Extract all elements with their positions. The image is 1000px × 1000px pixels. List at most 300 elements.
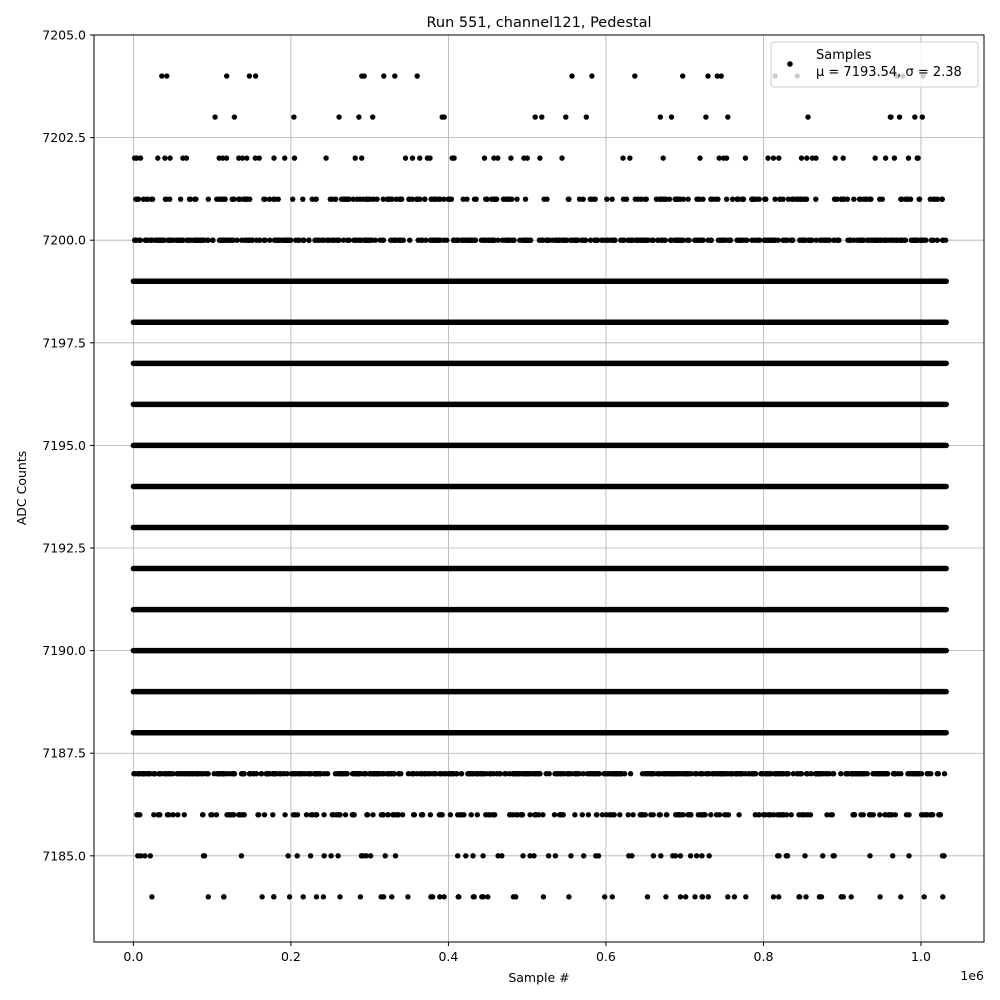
data-point [291,812,296,817]
data-point [347,238,352,243]
data-point [609,196,614,201]
data-point [149,196,154,201]
data-point [658,853,663,858]
data-point [708,238,713,243]
data-point [861,771,866,776]
data-point [270,812,275,817]
data-point [747,771,752,776]
data-point [780,238,785,243]
data-point [612,238,617,243]
data-point [391,771,396,776]
data-point [906,853,911,858]
data-point [906,155,911,160]
data-point [205,238,210,243]
data-point [626,853,631,858]
data-point [877,812,882,817]
data-point [697,155,702,160]
data-point [708,812,713,817]
x-tick-label: 0.0 [123,949,144,964]
data-point [385,812,390,817]
data-point [612,771,617,776]
data-point [563,114,568,119]
data-point [725,114,730,119]
data-point [776,853,781,858]
x-tick-label: 1.0 [911,949,931,964]
data-point [438,196,443,201]
data-point [800,238,805,243]
data-point [804,771,809,776]
data-point [240,155,245,160]
data-point [940,894,945,899]
data-point [773,238,778,243]
data-point [145,238,150,243]
data-point [566,894,571,899]
data-point [157,771,162,776]
data-point [381,894,386,899]
data-point [561,238,566,243]
data-point [703,114,708,119]
data-point [150,238,155,243]
data-point [852,812,857,817]
legend-entry-label: Samples [816,48,872,63]
data-point [336,812,341,817]
data-point [785,771,790,776]
data-point [459,812,464,817]
data-point [824,812,829,817]
data-point [858,812,863,817]
data-point [321,812,326,817]
data-point [601,771,606,776]
data-point [397,196,402,201]
data-point [663,894,668,899]
data-point [368,853,373,858]
data-point [943,238,948,243]
data-point [738,238,743,243]
data-point [518,812,523,817]
data-point [202,853,207,858]
data-point [217,196,222,201]
data-point [503,771,508,776]
data-point [586,812,591,817]
data-point [596,853,601,858]
data-point [849,894,854,899]
data-point [325,771,330,776]
data-point [678,196,683,201]
data-point [448,812,453,817]
data-point [692,894,697,899]
data-point [880,196,885,201]
data-point [440,812,445,817]
data-point [471,894,476,899]
data-point [804,196,809,201]
data-point [685,196,690,201]
data-point [239,853,244,858]
data-point [156,238,161,243]
data-point [935,238,940,243]
data-point [576,771,581,776]
data-point [314,894,319,899]
x-tick-label: 0.2 [280,949,301,964]
data-point [459,771,464,776]
data-point [511,894,516,899]
data-point [189,238,194,243]
data-point [724,155,729,160]
data-point [149,894,154,899]
data-point [255,812,260,817]
data-point [923,238,928,243]
data-point [159,73,164,78]
data-point [885,771,890,776]
data-point [597,771,602,776]
data-point [789,812,794,817]
data-point [537,238,542,243]
data-point [290,771,295,776]
data-point [655,771,660,776]
data-point [461,196,466,201]
data-point [330,196,335,201]
data-point [167,155,172,160]
data-point [291,114,296,119]
data-point [699,853,704,858]
data-point [178,196,183,201]
data-point [743,894,748,899]
data-point [275,238,280,243]
data-point [507,196,512,201]
data-point [688,853,693,858]
data-point [469,812,474,817]
data-point [217,155,222,160]
data-point [228,812,233,817]
data-point [920,114,925,119]
data-point [592,771,597,776]
data-point [705,73,710,78]
data-point [396,771,401,776]
data-point [824,238,829,243]
data-point [364,196,369,201]
data-point [343,812,348,817]
data-point [904,812,909,817]
data-point [236,196,241,201]
data-point [221,238,226,243]
data-point [800,812,805,817]
data-point [526,771,531,776]
data-point [626,812,631,817]
data-point [544,196,549,201]
level-7187 [131,771,947,776]
data-point [928,196,933,201]
data-point [594,238,599,243]
data-point [799,155,804,160]
data-point [430,894,435,899]
data-point [295,853,300,858]
data-point [282,812,287,817]
data-point [155,155,160,160]
data-point [396,812,401,817]
data-point [559,155,564,160]
data-point [216,771,221,776]
data-point [290,196,295,201]
data-point [322,853,327,858]
data-point [137,238,142,243]
data-point [162,771,167,776]
data-point [771,812,776,817]
data-point [705,771,710,776]
data-point [669,114,674,119]
data-point [259,894,264,899]
data-point [860,238,865,243]
data-point [301,894,306,899]
data-point [273,771,278,776]
data-point [360,853,365,858]
data-point [531,853,536,858]
data-point [938,812,943,817]
data-point [717,812,722,817]
data-point [710,771,715,776]
data-point [743,155,748,160]
data-point [694,196,699,201]
data-point [897,114,902,119]
data-point [617,812,622,817]
data-point [916,196,921,201]
data-point [358,894,363,899]
data-point [784,812,789,817]
data-point [941,853,946,858]
data-point [415,73,420,78]
data-point [729,771,734,776]
data-point [272,196,277,201]
data-point [553,853,558,858]
data-point [845,771,850,776]
data-point [864,196,869,201]
data-point [867,812,872,817]
data-point [604,238,609,243]
data-point [459,238,464,243]
data-point [257,155,262,160]
data-point [935,196,940,201]
data-point [410,771,415,776]
data-point [736,812,741,817]
data-point [883,155,888,160]
data-point [790,238,795,243]
data-point [767,238,772,243]
data-point [370,812,375,817]
data-point [488,238,493,243]
data-point [722,238,727,243]
chart-title: Run 551, channel121, Pedestal [426,15,652,31]
data-point [262,812,267,817]
data-point [568,853,573,858]
data-point [785,853,790,858]
data-point [600,812,605,817]
data-point [669,771,674,776]
data-point [799,196,804,201]
data-point [317,771,322,776]
data-point [627,155,632,160]
data-point [676,812,681,817]
data-point [882,812,887,817]
data-point [891,771,896,776]
data-point [351,238,356,243]
data-point [752,196,757,201]
data-point [180,155,185,160]
data-point [419,238,424,243]
data-point [251,771,256,776]
data-point [182,812,187,817]
data-point [420,812,425,817]
data-point [527,812,532,817]
data-point [919,771,924,776]
data-point [552,812,557,817]
data-point [388,238,393,243]
data-point [304,812,309,817]
data-point [484,771,489,776]
data-point [892,155,897,160]
data-point [726,238,731,243]
data-point [706,894,711,899]
data-point [813,155,818,160]
data-point [645,238,650,243]
data-point [361,238,366,243]
data-point [364,812,369,817]
data-point [221,894,226,899]
data-point [388,196,393,201]
data-point [328,853,333,858]
data-point [898,196,903,201]
data-point [164,73,169,78]
data-point [512,771,517,776]
data-point [786,196,791,201]
data-point [737,771,742,776]
data-point [231,196,236,201]
data-point [335,853,340,858]
data-point [753,812,758,817]
data-point [239,812,244,817]
y-tick-label: 7187.5 [42,745,86,761]
x-tick-label: 0.4 [438,949,459,964]
data-point [700,771,705,776]
data-point [629,238,634,243]
data-point [241,771,246,776]
data-point [697,238,702,243]
data-point [430,771,435,776]
data-point [449,771,454,776]
data-point [669,238,674,243]
data-point [212,114,217,119]
data-point [912,238,917,243]
data-point [336,114,341,119]
data-point [694,853,699,858]
data-point [162,155,167,160]
data-point [221,771,226,776]
data-point [253,73,258,78]
data-point [259,771,264,776]
data-point [356,114,361,119]
data-point [795,771,800,776]
data-point [264,771,269,776]
data-point [833,155,838,160]
data-point [765,155,770,160]
data-point [724,196,729,201]
data-point [802,853,807,858]
data-point [689,771,694,776]
data-point [580,812,585,817]
y-tick-label: 7200.0 [42,232,86,248]
data-point [686,238,691,243]
data-point [838,771,843,776]
data-point [678,894,683,899]
data-point [678,238,683,243]
data-point [323,155,328,160]
data-point [643,812,648,817]
data-point [492,812,497,817]
data-point [942,771,947,776]
data-point [581,853,586,858]
data-point [683,894,688,899]
data-point [732,894,737,899]
data-point [890,238,895,243]
data-point [744,238,749,243]
data-point [134,812,139,817]
data-point [565,771,570,776]
data-point [282,155,287,160]
data-point [141,771,146,776]
data-point [851,196,856,201]
data-point [593,196,598,201]
data-point [368,238,373,243]
data-point [455,853,460,858]
data-point [888,114,893,119]
data-point [192,196,197,201]
data-point [678,853,683,858]
data-point [922,894,927,899]
data-point [762,196,767,201]
data-point [433,238,438,243]
data-point [701,812,706,817]
data-point [501,196,506,201]
data-point [898,894,903,899]
data-point [654,196,659,201]
data-point [405,894,410,899]
data-point [504,238,509,243]
data-point [572,812,577,817]
data-point [380,812,385,817]
data-point [180,238,185,243]
data-point [206,894,211,899]
y-tick-label: 7192.5 [42,540,86,556]
data-point [493,196,498,201]
data-point [407,196,412,201]
x-axis-label: Sample # [508,970,570,985]
data-point [354,771,359,776]
data-point [511,238,516,243]
data-point [898,771,903,776]
data-point [414,196,419,201]
data-point [544,771,549,776]
data-point [832,238,837,243]
data-point [190,771,195,776]
data-point [330,812,335,817]
data-point [214,812,219,817]
data-point [867,853,872,858]
data-point [375,771,380,776]
data-point [392,73,397,78]
data-point [466,238,471,243]
data-point [857,196,862,201]
data-point [206,196,211,201]
data-point [508,812,513,817]
data-point [776,155,781,160]
data-point [495,238,500,243]
